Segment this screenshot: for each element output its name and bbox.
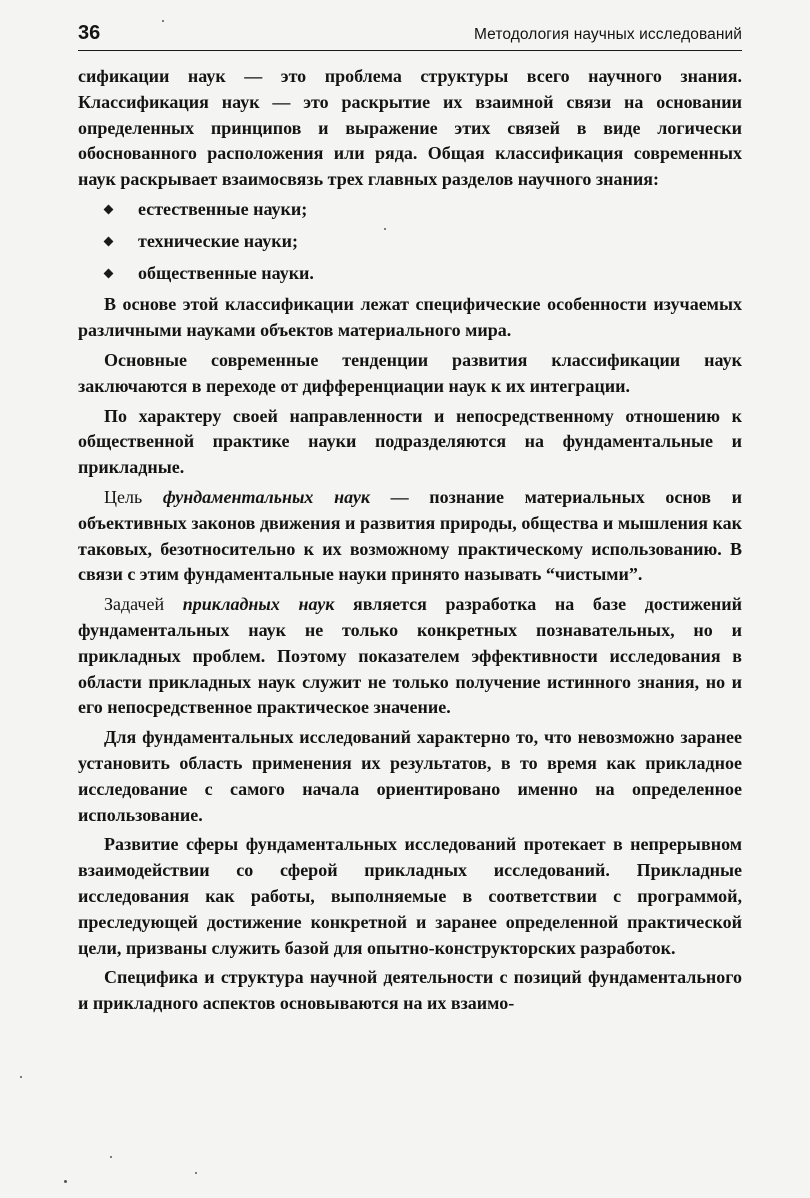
diamond-bullet-icon bbox=[104, 236, 114, 246]
running-title: Методология научных исследований bbox=[473, 26, 742, 43]
list-item bbox=[78, 197, 742, 223]
paragraph-lead: Задачей bbox=[104, 594, 165, 615]
paragraph-continuation: сификации наук — это проблема структуры всего научного знания. Классификация наук — это раскрытие их взаимной связи на основании определенных принципов и выражение этих связей в виде логически обоснованного расположения или ряда. Общая классификация современных наук раскрывает взаимосвязь трех главных разделов научного знания: bbox=[78, 66, 742, 190]
paragraph-text: является разработка на базе достижений фундаментальных наук не только конкретных познавательных, но и прикладных проблем. Поэтому показателем эффективности исследования в области прикладных наук служит не только получение истинного знания, но и его непосредственное практическое значение. bbox=[78, 594, 742, 718]
list-item bbox=[78, 229, 742, 255]
paragraph-text: — познание материальных основ и объективных законов движения и развития природы, общества и мышления как таковых, безотносительно к их возможному практическому использованию. В связи с этим фундаментальные науки принято называть “чистыми”. bbox=[78, 486, 743, 585]
paragraph-specifics: Специфика и структура научной деятельности с позиций фундаментального и прикладного аспектов основываются на их взаимо- bbox=[78, 967, 742, 1014]
page-header bbox=[78, 20, 742, 51]
list-item bbox=[78, 261, 742, 287]
scan-speck bbox=[162, 20, 164, 22]
term-fundamental-sciences: фундаментальных наук bbox=[162, 486, 370, 507]
paragraph-division: По характеру своей направленности и непосредственному отношению к общественной практике науки подразделяются на фундаментальные и прикладные. bbox=[78, 405, 742, 478]
scan-speck bbox=[20, 1076, 22, 1078]
list-item-text: общественные науки. bbox=[138, 262, 314, 283]
science-branches-list bbox=[78, 197, 742, 286]
scan-speck bbox=[384, 228, 386, 230]
paragraph-applied-sciences bbox=[78, 592, 742, 721]
diamond-bullet-icon bbox=[104, 268, 114, 278]
paragraph-classification-basis: В основе этой классификации лежат специфические особенности изучаемых различными науками объектов материального мира. bbox=[78, 294, 742, 341]
diamond-bullet-icon bbox=[104, 205, 114, 215]
scan-speck bbox=[64, 1180, 67, 1183]
paragraph-fundamental-sciences bbox=[78, 485, 742, 588]
list-item-text: естественные науки; bbox=[138, 198, 308, 219]
paragraph-interaction: Развитие сферы фундаментальных исследований протекает в непрерывном взаимодействии со сферой прикладных исследований. Прикладные исследования как работы, выполняемые в соответствии с программой, преследующей достижение конкретной и заранее определенной практической цели, призваны служить базой для опытно-конструкторских разработок. bbox=[78, 834, 742, 958]
paragraph-lead: Цель bbox=[104, 486, 143, 507]
scan-speck bbox=[195, 1172, 197, 1174]
page-number: 36 bbox=[78, 22, 101, 44]
paragraph-trends: Основные современные тенденции развития классификации наук заключаются в переходе от дифференциации наук к их интеграции. bbox=[78, 349, 742, 396]
list-item-text: технические науки; bbox=[138, 230, 298, 251]
scan-speck bbox=[110, 1156, 112, 1158]
paragraph-fundamental-research: Для фундаментальных исследований характерно то, что невозможно заранее установить область применения их результатов, в то время как прикладное исследование с самого начала ориентировано именно на определенное использование. bbox=[78, 727, 742, 825]
page-body bbox=[78, 64, 742, 1021]
term-applied-sciences: прикладных наук bbox=[182, 594, 335, 615]
